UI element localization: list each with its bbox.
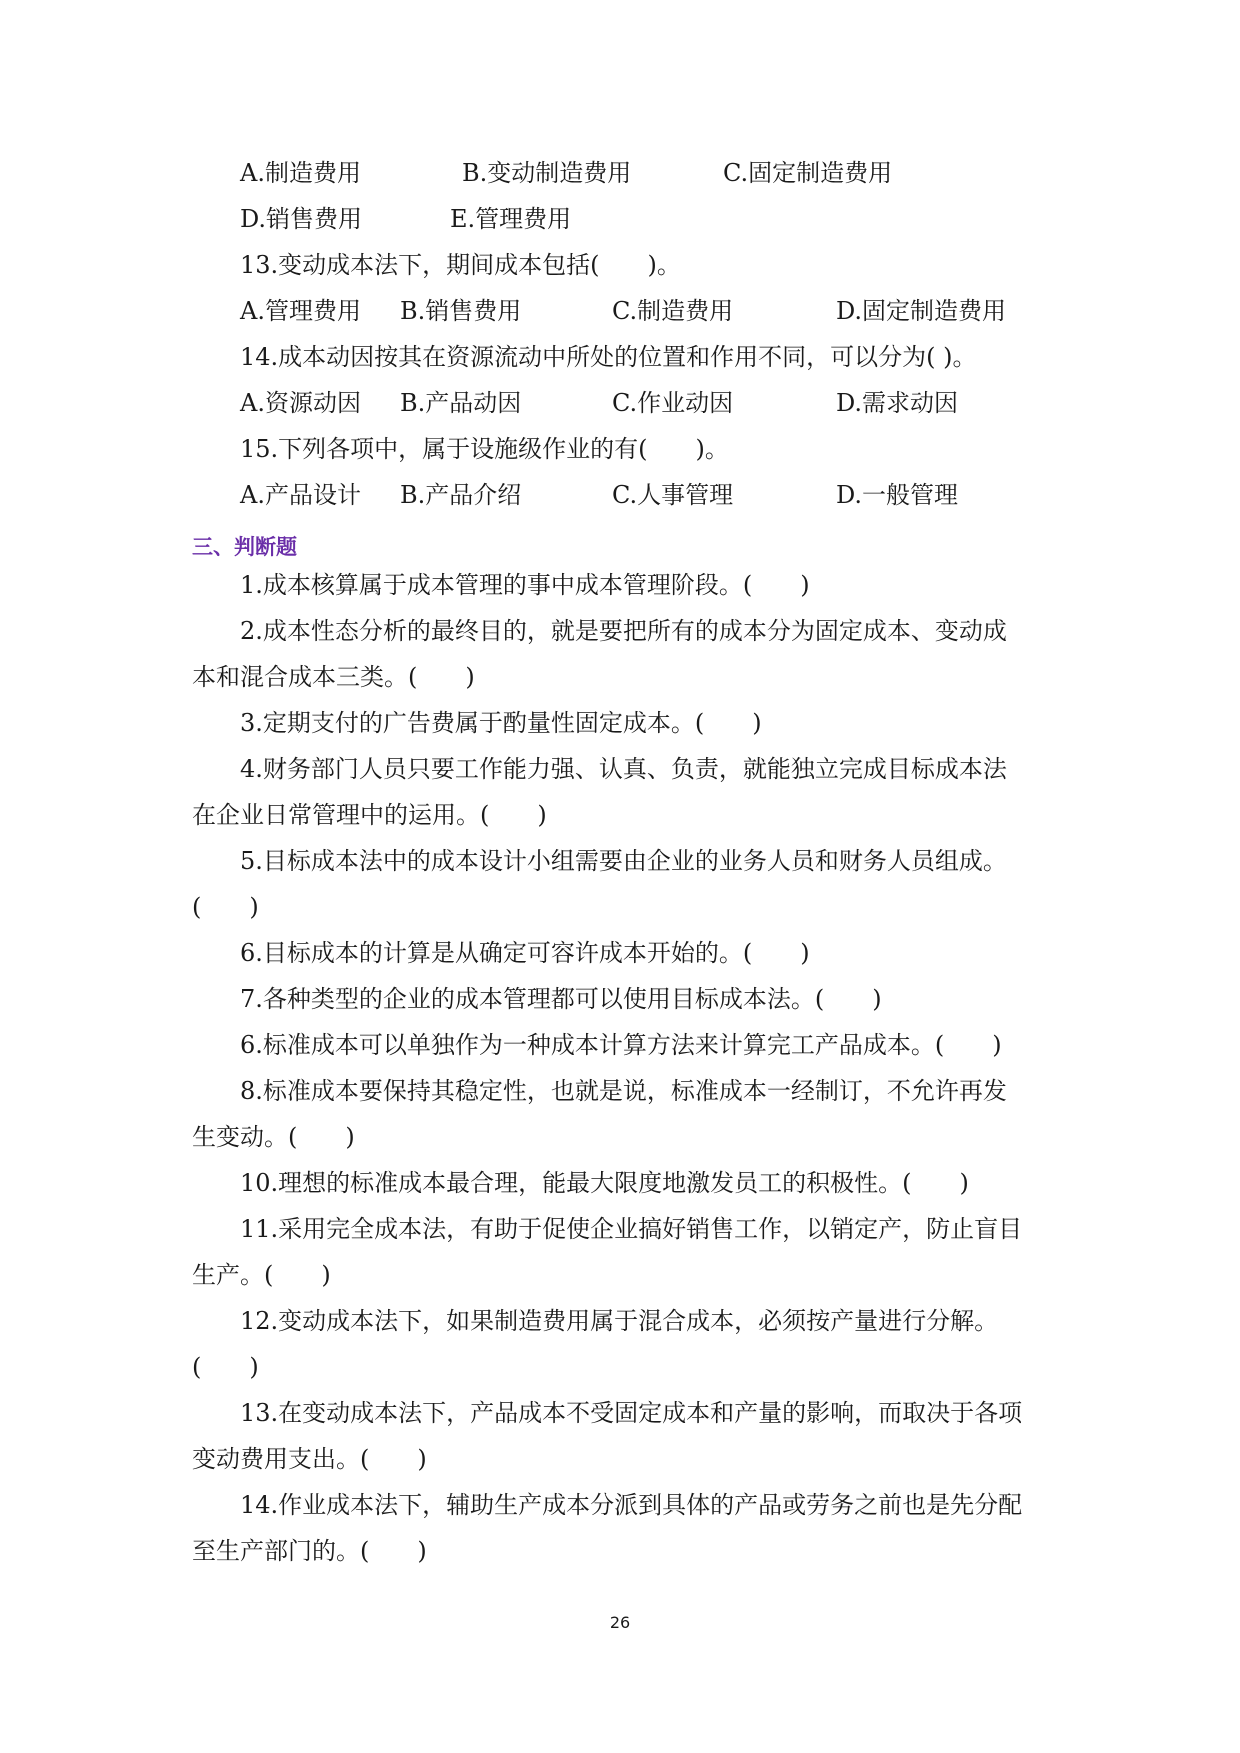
option-c: C.作业动因 — [612, 389, 734, 417]
option-c: C.人事管理 — [612, 481, 734, 509]
option-e: E.管理费用 — [450, 205, 572, 233]
statement-line: 至生产部门的。( ) — [192, 1537, 427, 1565]
statement-line: 6.目标成本的计算是从确定可容许成本开始的。( ) — [240, 939, 810, 967]
option-d: D.销售费用 — [240, 205, 363, 233]
option-c: C.固定制造费用 — [723, 159, 893, 187]
page-number: 26 — [609, 1613, 631, 1632]
statement-line: 1.成本核算属于成本管理的事中成本管理阶段。( ) — [240, 571, 810, 599]
option-d: D.一般管理 — [836, 481, 959, 509]
option-a: A.产品设计 — [240, 481, 361, 509]
statement-line: 生产。( ) — [192, 1261, 331, 1289]
statement-line: 在企业日常管理中的运用。( ) — [192, 801, 547, 829]
statement-line: 13.在变动成本法下，产品成本不受固定成本和产量的影响，而取决于各项 — [240, 1399, 1023, 1427]
section-heading: 三、判断题 — [192, 535, 297, 559]
option-a: A.制造费用 — [240, 159, 361, 187]
statement-line: 5.目标成本法中的成本设计小组需要由企业的业务人员和财务人员组成。 — [240, 847, 1007, 875]
statement-line: 生变动。( ) — [192, 1123, 355, 1151]
option-b: B.销售费用 — [400, 297, 522, 325]
option-b: B.变动制造费用 — [462, 159, 632, 187]
question-15: 15.下列各项中，属于设施级作业的有( )。 — [240, 435, 729, 463]
question-14: 14.成本动因按其在资源流动中所处的位置和作用不同，可以分为( )。 — [240, 343, 977, 371]
option-d: D.固定制造费用 — [836, 297, 1007, 325]
statement-line: 本和混合成本三类。( ) — [192, 663, 475, 691]
option-c: C.制造费用 — [612, 297, 734, 325]
statement-line: 8.标准成本要保持其稳定性，也就是说，标准成本一经制订，不允许再发 — [240, 1077, 1007, 1105]
statement-line: 6.标准成本可以单独作为一种成本计算方法来计算完工产品成本。( ) — [240, 1031, 1002, 1059]
statement-line: ( ) — [192, 893, 259, 921]
statement-line: 11.采用完全成本法，有助于促使企业搞好销售工作，以销定产，防止盲目 — [240, 1215, 1023, 1243]
statement-line: 7.各种类型的企业的成本管理都可以使用目标成本法。( ) — [240, 985, 882, 1013]
option-a: A.管理费用 — [240, 297, 361, 325]
statement-line: ( ) — [192, 1353, 259, 1381]
statement-line: 10.理想的标准成本最合理，能最大限度地激发员工的积极性。( ) — [240, 1169, 969, 1197]
option-b: B.产品动因 — [400, 389, 522, 417]
statement-line: 变动费用支出。( ) — [192, 1445, 427, 1473]
option-b: B.产品介绍 — [400, 481, 522, 509]
statement-line: 3.定期支付的广告费属于酌量性固定成本。( ) — [240, 709, 762, 737]
option-d: D.需求动因 — [836, 389, 959, 417]
statement-line: 12.变动成本法下，如果制造费用属于混合成本，必须按产量进行分解。 — [240, 1307, 999, 1335]
statement-line: 14.作业成本法下，辅助生产成本分派到具体的产品或劳务之前也是先分配 — [240, 1491, 1023, 1519]
statement-line: 2.成本性态分析的最终目的，就是要把所有的成本分为固定成本、变动成 — [240, 617, 1007, 645]
option-a: A.资源动因 — [240, 389, 361, 417]
question-13: 13.变动成本法下，期间成本包括( )。 — [240, 251, 681, 279]
statement-line: 4.财务部门人员只要工作能力强、认真、负责，就能独立完成目标成本法 — [240, 755, 1007, 783]
